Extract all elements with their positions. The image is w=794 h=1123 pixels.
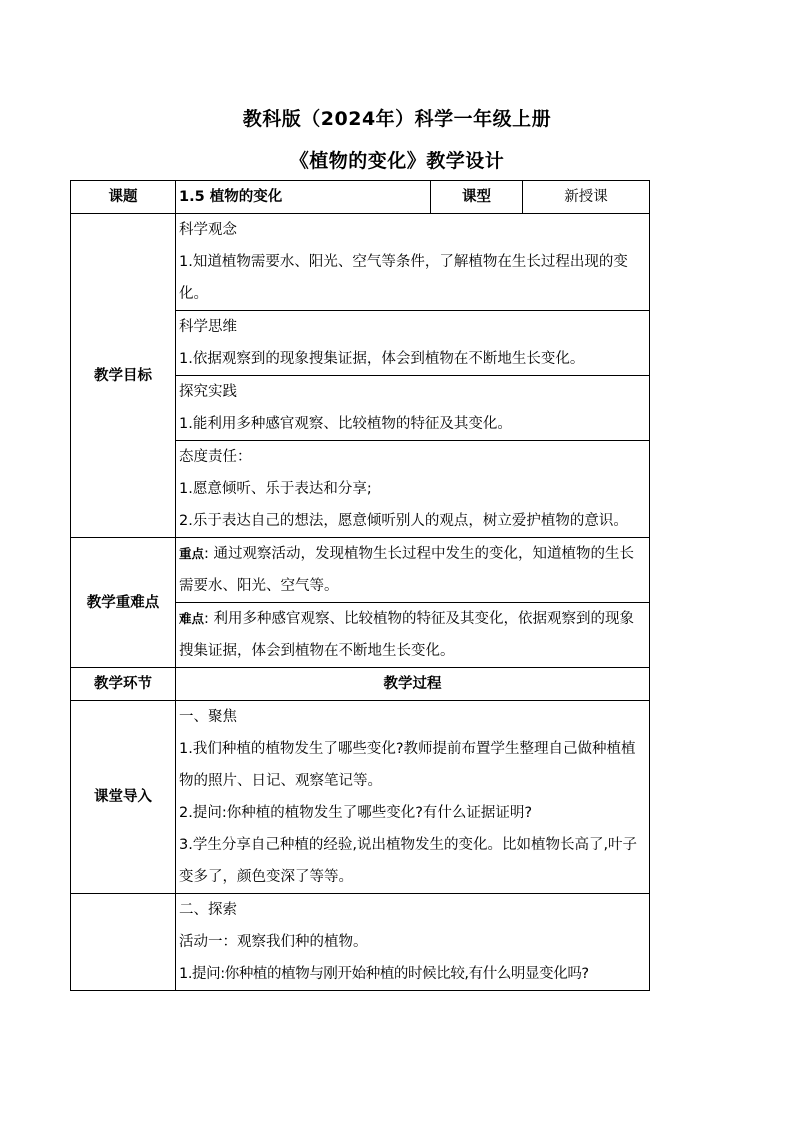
explore-label (71, 894, 176, 991)
intro-line: 3.学生分享自己种植的经验,说出植物发生的变化。比如植物长高了,叶子变多了，颜色变深了等等。 (179, 837, 638, 885)
topic-value: 1.5 植物的变化 (176, 181, 431, 214)
objective-block-attitude (176, 441, 650, 538)
objectives-label: 教学目标 (71, 214, 176, 538)
objective-item: 2.乐于表达自己的想法，愿意倾听别人的观点，树立爱护植物的意识。 (179, 513, 628, 529)
intro-line: 一、聚焦 (179, 709, 237, 725)
document-title: 教科版（2024年）科学一年级上册 (242, 108, 552, 130)
intro-label: 课堂导入 (71, 701, 176, 894)
table-row-explore (71, 894, 650, 991)
table-row-process-header (71, 668, 650, 701)
objective-heading: 态度责任： (179, 449, 252, 465)
key-point-prefix: 重点 (179, 546, 205, 561)
objective-item: 1.能利用多种感官观察、比较植物的特征及其变化。 (179, 416, 512, 432)
intro-content (176, 701, 650, 894)
intro-line: 2.提问:你种植的植物发生了哪些变化?有什么证据证明? (179, 805, 533, 821)
process-step-header: 教学环节 (71, 668, 176, 701)
type-label: 课型 (431, 181, 523, 214)
objective-heading: 探究实践 (179, 384, 237, 400)
explore-content (176, 894, 650, 991)
key-point-text: : 通过观察活动，发现植物生长过程中发生的变化，知道植物的生长需要水、阳光、空气等。 (179, 546, 635, 594)
difficult-point-prefix: 难点 (179, 611, 205, 626)
objective-item: 1.依据观察到的现象搜集证据，体会到植物在不断地生长变化。 (179, 351, 585, 367)
objective-heading: 科学思维 (179, 319, 237, 335)
explore-line: 活动一：观察我们种的植物。 (179, 934, 368, 950)
explore-line: 二、探索 (179, 902, 237, 918)
table-row-keypoints-1 (71, 538, 650, 603)
intro-line: 1.我们种植的植物发生了哪些变化?教师提前布置学生整理自己做种植植物的照片、日记、观察笔记等。 (179, 741, 636, 789)
key-point (176, 538, 650, 603)
difficult-point (176, 603, 650, 668)
document-subtitle: 《植物的变化》教学设计 (289, 150, 505, 172)
process-content-header: 教学过程 (176, 668, 650, 701)
keypoints-label: 教学重难点 (71, 538, 176, 668)
table-row-intro (71, 701, 650, 894)
objective-block-thinking (176, 311, 650, 376)
objective-block-practice (176, 376, 650, 441)
objective-heading: 科学观念 (179, 222, 237, 238)
table-row-objectives-1 (71, 214, 650, 311)
type-value: 新授课 (523, 181, 650, 214)
objective-item: 1.知道植物需要水、阳光、空气等条件，了解植物在生长过程出现的变化。 (179, 254, 628, 302)
objective-item: 1.愿意倾听、乐于表达和分享; (179, 481, 372, 497)
explore-line: 1.提问:你种植的植物与刚开始种植的时候比较,有什么明显变化吗? (179, 966, 589, 982)
topic-label: 课题 (71, 181, 176, 214)
difficult-point-text: : 利用多种感官观察、比较植物的特征及其变化，依据观察到的现象搜集证据，体会到植物在不断地生长变化。 (179, 611, 635, 659)
table-row-topic (71, 181, 650, 214)
objective-block-concept (176, 214, 650, 311)
lesson-plan-table (70, 180, 650, 991)
